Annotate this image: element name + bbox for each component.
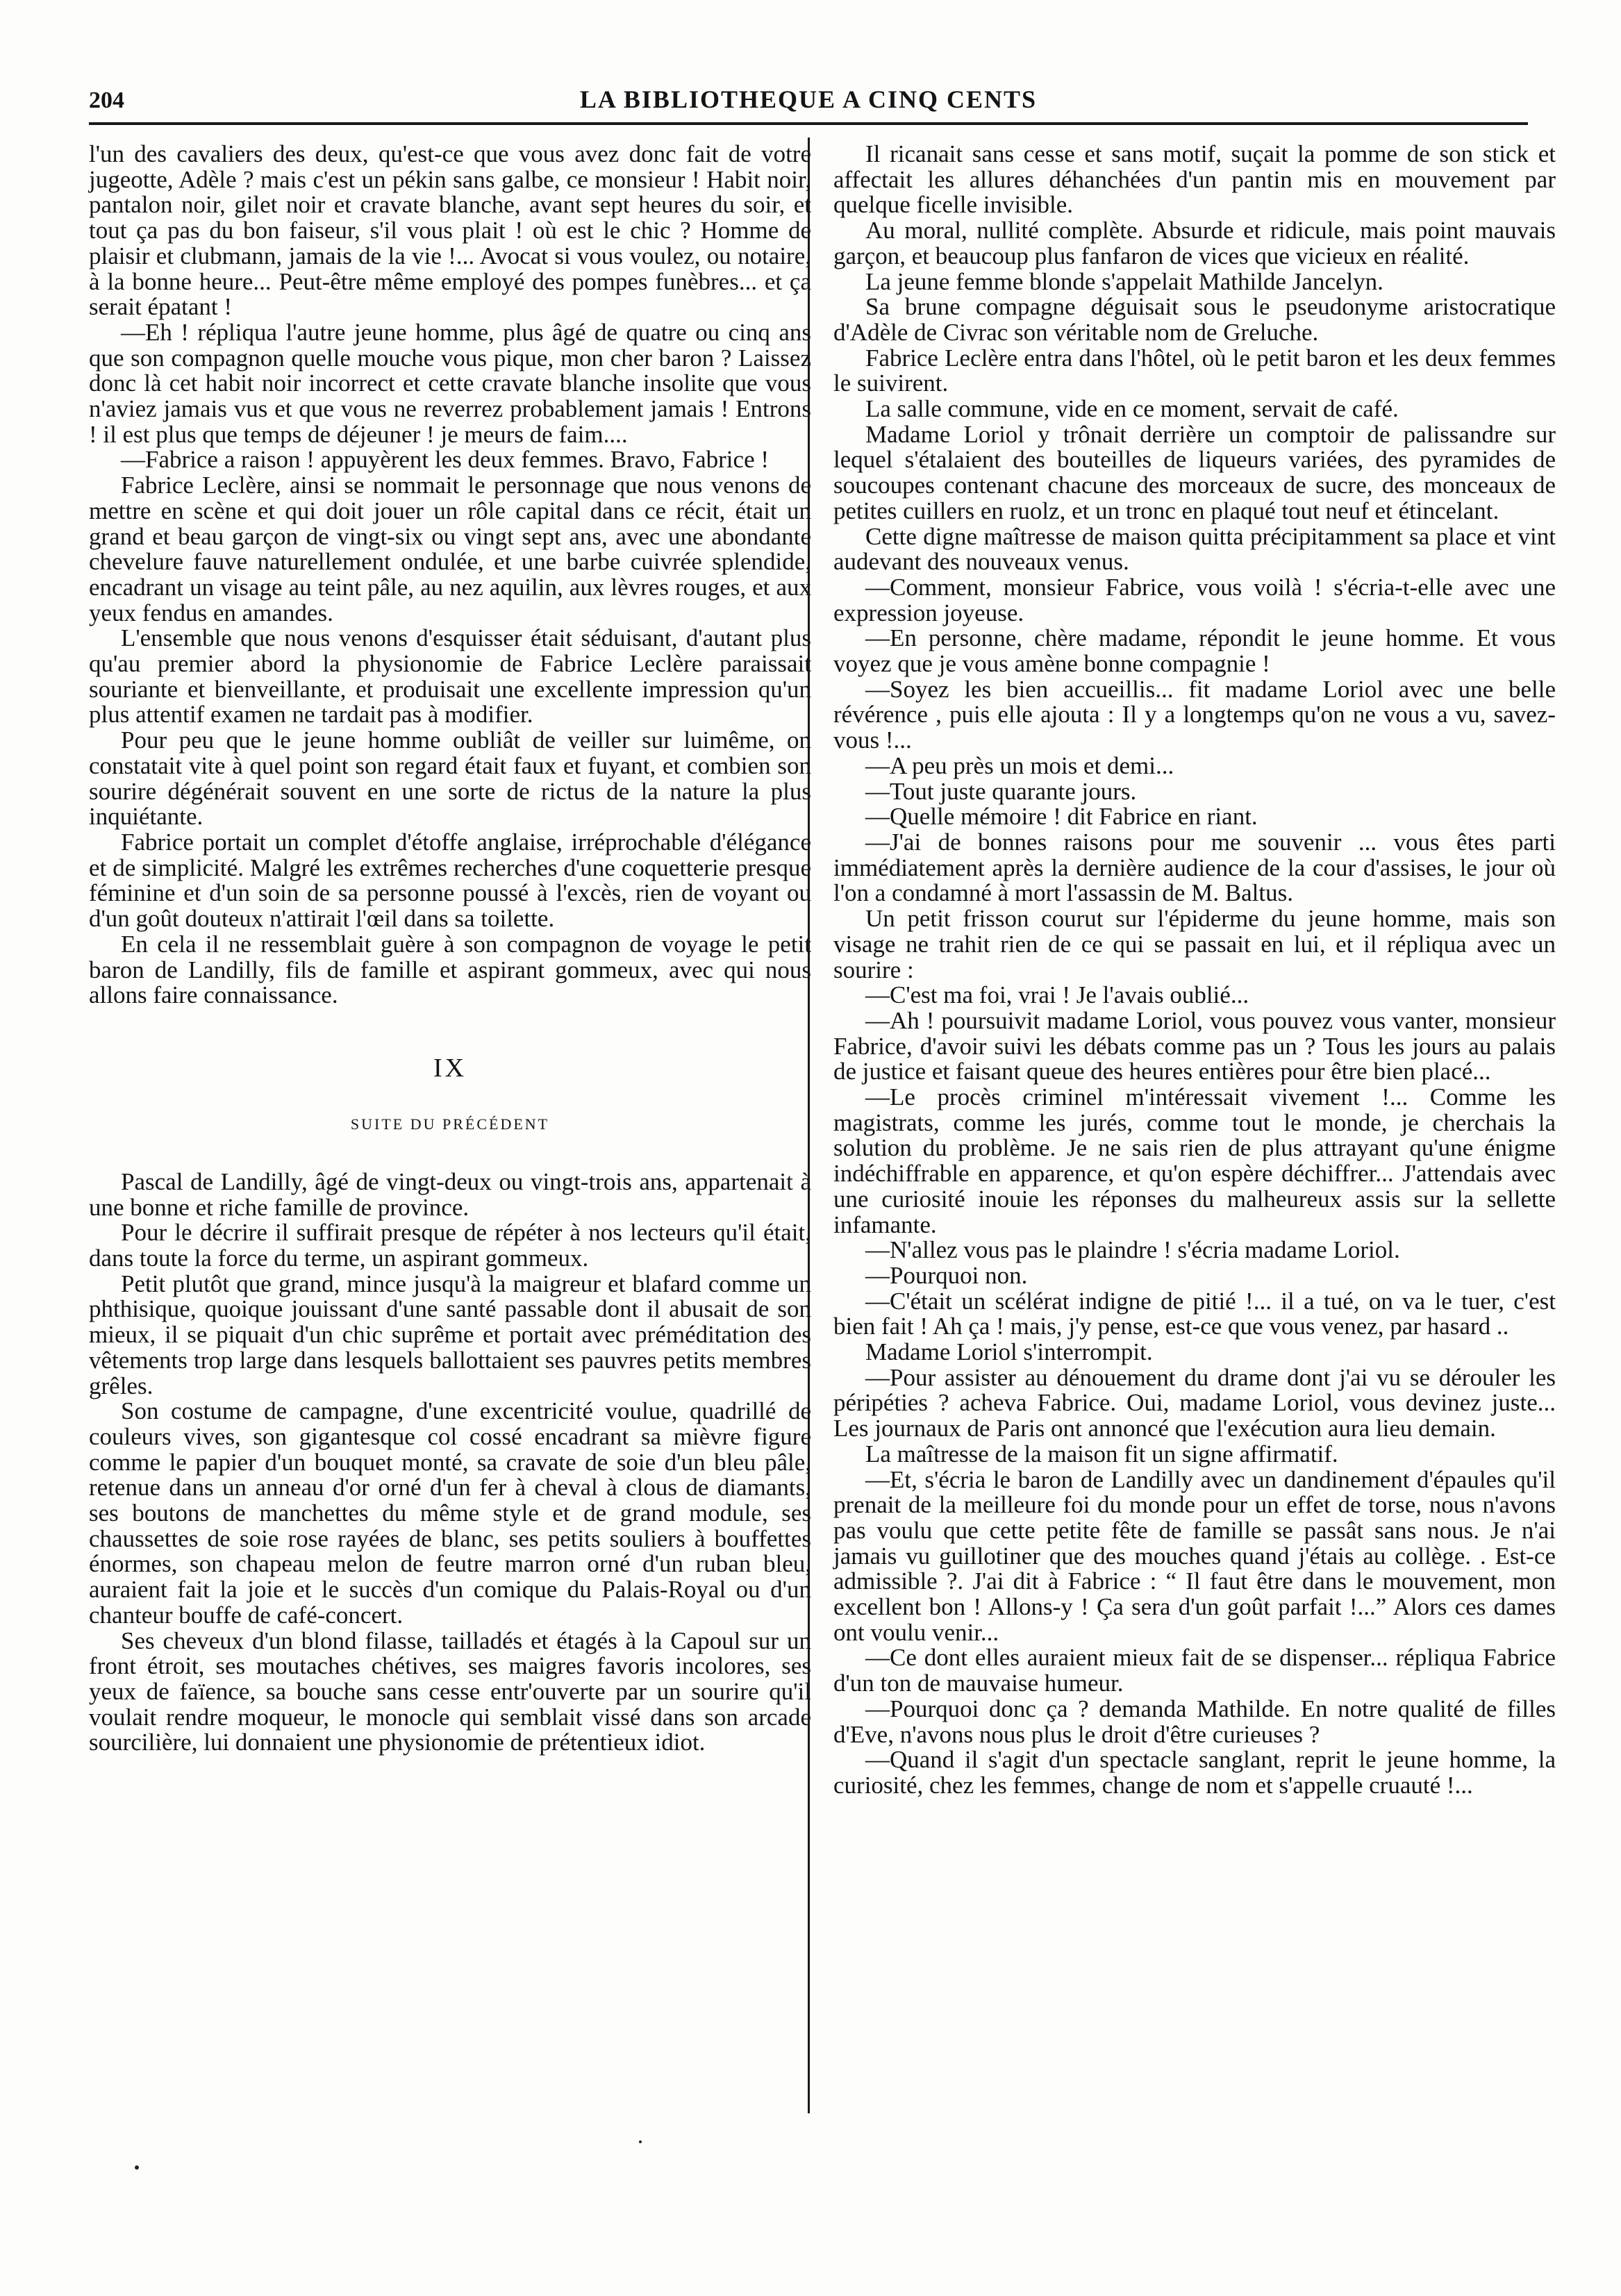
paragraph: —Soyez les bien accueillis... fit madame Loriol avec une belle révérence , puis elle ajouta : Il y a longtemps qu'on ne vous a vu, savez-vous !... [833, 675, 1556, 754]
paragraph: —C'est ma foi, vrai ! Je l'avais oublié... [865, 981, 1249, 1009]
paragraph: Pascal de Landilly, âgé de vingt-deux ou vingt-trois ans, appartenait à une bonne et riche famille de province. [89, 1167, 811, 1221]
paragraph: —A peu près un mois et demi... [865, 751, 1174, 779]
paragraph: —Comment, monsieur Fabrice, vous voilà ! s'écria-t-elle avec une expression joyeuse. [833, 573, 1556, 626]
paragraph: Il ricanait sans cesse et sans motif, suçait la pomme de son stick et affectait les allures déhanchées d'un pantin mis en mouvement par quelque ficelle invisible. [833, 140, 1556, 219]
paragraph: Sa brune compagne déguisait sous le pseudonyme aristocratique d'Adèle de Civrac son véritable nom de Greluche. [833, 293, 1556, 346]
paragraph: —C'était un scélérat indigne de pitié !... il a tué, on va le tuer, c'est bien fait ! Ah ça ! mais, j'y pense, est-ce que vous venez, par hasard .. [833, 1287, 1556, 1340]
paragraph: —Ah ! poursuivit madame Loriol, vous pouvez vous vanter, monsieur Fabrice, d'avoir suivi les débats comme pas un ? Tous les jours au palais de justice et faisant queue des heures entières pour être bien placé... [833, 1006, 1556, 1085]
paragraph: —Tout juste quarante jours. [865, 777, 1137, 805]
page-number: 204 [89, 88, 124, 113]
paragraph: —Et, s'écria le baron de Landilly avec un dandinement d'épaules qu'il prenait de la meilleure foi du monde pour un effet de torse, nous n'avons pas voulu que cette petite fête de famille se passât sans nous. Je n'ai jamais vu guillotiner que des mouches quand j'étais au collège. . Est-ce admissible ?. J'ai dit à Fabrice : “ Il faut être dans le mouvement, mon excellent bon ! Allons-y ! Ça sera d'un goût parfait !...” Alors ces dames ont voulu venir... [833, 1465, 1556, 1646]
right-column [833, 142, 1556, 1799]
paragraph: Au moral, nullité complète. Absurde et ridicule, mais point mauvais garçon, et beaucoup plus fanfaron de vices que vicieux en réalité. [833, 217, 1556, 269]
paragraph: Petit plutôt que grand, mince jusqu'à la maigreur et blafard comme un phthisique, quoique jouissant d'une santé passable dont il abusait de son mieux, il se piquait d'un chic suprême et portait avec préméditation des vêtements trop large dans lesquels ballottaient ses pauvres petits membres grêles. [89, 1270, 811, 1399]
header-rule [89, 122, 1528, 125]
paragraph: —Le procès criminel m'intéressait vivement !... Comme les magistrats, comme les jurés, comme tout le monde, je cherchais la solution du problème. Je ne sais rien de plus attrayant qu'une énigme indéchiffrable en apparence, et qu'on espère déchiffrer... J'attendais avec une curiosité inouie les réponses du malheureux assis sur la sellette infamante. [833, 1083, 1556, 1238]
page-header [89, 85, 1528, 124]
paragraph: —N'allez vous pas le plaindre ! s'écria madame Loriol. [865, 1236, 1400, 1264]
paragraph: Fabrice Leclère, ainsi se nommait le personnage que nous venons de mettre en scène et qui doit jouer un rôle capital dans ce récit, était un grand et beau garçon de vingt-six ou vingt sept ans, avec une abondante chevelure fauve naturellement ondulée, et une barbe cuivrée splendide, encadrant un visage au teint pâle, au nez aquilin, aux lèvres rouges, et aux yeux fendus en amandes. [89, 472, 811, 626]
paragraph: —J'ai de bonnes raisons pour me souvenir ... vous êtes parti immédiatement après la dernière audience de la cour d'assises, le jour où l'on a condamné à mort l'assassin de M. Baltus. [833, 828, 1556, 907]
paragraph: —Quelle mémoire ! dit Fabrice en riant. [865, 803, 1258, 831]
paragraph: La maîtresse de la maison fit un signe affirmatif. [865, 1440, 1338, 1467]
paragraph: —Eh ! répliqua l'autre jeune homme, plus âgé de quatre ou cinq ans que son compagnon quelle mouche vous pique, mon cher baron ? Laissez donc là cet habit noir incorrect et cette cravate blanche insolite que vous n'aviez jamais vus et que vous ne reverrez probablement jamais ! Entrons ! il est plus que temps de déjeuner ! je meurs de faim.... [89, 318, 811, 448]
paragraph: Fabrice Leclère entra dans l'hôtel, où le petit baron et les deux femmes le suivirent. [833, 344, 1556, 397]
chapter-subtitle: SUITE DU PRÉCÉDENT [350, 1115, 550, 1133]
paragraph: En cela il ne ressemblait guère à son compagnon de voyage le petit baron de Landilly, fils de famille et aspirant gommeux, avec qui nous allons faire connaissance. [89, 930, 811, 1009]
chapter-number: IX [433, 1053, 467, 1083]
paragraph: Cette digne maîtresse de maison quitta précipitamment sa place et vint audevant des nouveaux venus. [833, 522, 1556, 576]
ink-speck [135, 2165, 139, 2170]
paragraph: —En personne, chère madame, répondit le jeune homme. Et vous voyez que je vous amène bonne compagnie ! [833, 624, 1556, 678]
paragraph: L'ensemble que nous venons d'esquisser était séduisant, d'autant plus qu'au premier abord la physionomie de Fabrice Leclère paraissait souriante et bienveillante, et produisait une excellente impression qu'un plus attentif examen ne tardait pas à modifier. [89, 624, 811, 729]
paragraph: Fabrice portait un complet d'étoffe anglaise, irréprochable d'élégance et de simplicité. Malgré les extrêmes recherches d'une coquetterie presque féminine et d'un soin de sa personne poussé à l'excès, rien de voyant ou d'un goût douteux n'attirait l'œil dans sa toilette. [89, 828, 811, 933]
paragraph: Pour peu que le jeune homme oubliât de veiller sur luimême, on constatait vite à quel point son regard était faux et fuyant, et combien son sourire dégénérait souvent en une sorte de rictus de la nature la plus inquiétante. [89, 726, 811, 831]
paragraph: La jeune femme blonde s'appelait Mathilde Jancelyn. [865, 267, 1383, 295]
paragraph: Un petit frisson courut sur l'épiderme du jeune homme, mais son visage ne trahit rien de ce qui se passait en lui, et il répliqua avec un sourire : [833, 905, 1556, 983]
paragraph: Madame Loriol y trônait derrière un comptoir de palissandre sur lequel s'étalaient des bouteilles de liqueurs variées, des pyramides de soucoupes contenant chacune des morceaux de sucre, des monceaux de petites cuillers en ruolz, et un tronc en plaqué tout neuf et étincelant. [833, 420, 1556, 524]
paragraph: —Pourquoi donc ça ? demanda Mathilde. En notre qualité de filles d'Eve, n'avons nous plus le droit d'être curieuses ? [833, 1695, 1556, 1748]
paragraph: l'un des cavaliers des deux, qu'est-ce que vous avez donc fait de votre jugeotte, Adèle ? mais c'est un pékin sans galbe, ce monsieur ! Habit noir, pantalon noir, gilet noir et cravate blanche, avant sept heures du soir, et tout ça pas du bon faiseur, s'il vous plait ! où est le chic ? Homme de plaisir et clubmann, jamais de la vie !... Avocat si vous voulez, ou notaire, à la bonne heure... Peut-être même employé des pompes funèbres... et ça serait épatant ! [89, 140, 811, 321]
paragraph: —Pour assister au dénouement du drame dont j'ai vu se dérouler les péripéties ? acheva Fabrice. Oui, madame Loriol, vous devinez juste... Les journaux de Paris ont annoncé que l'exécution aura lieu demain. [833, 1363, 1556, 1442]
ink-speck [639, 2140, 642, 2143]
paragraph: La salle commune, vide en ce moment, servait de café. [865, 395, 1399, 423]
paragraph: —Pourquoi non. [865, 1261, 1028, 1289]
paragraph: Ses cheveux d'un blond filasse, tailladés et étagés à la Capoul sur un front étroit, ses moutaches chétives, ses maigres favoris incolores, ses yeux de faïence, sa bouche sans cesse entr'ouverte par un sourire qu'il voulait rendre moqueur, le monocle qui semblait vissé dans son arcade sourcilière, lui donnaient une physionomie de prétentieux idiot. [89, 1627, 811, 1756]
running-title: LA BIBLIOTHEQUE A CINQ CENTS [579, 85, 1038, 113]
paragraph: Madame Loriol s'interrompit. [865, 1338, 1153, 1366]
paragraph: —Quand il s'agit d'un spectacle sanglant, reprit le jeune homme, la curiosité, chez les femmes, change de nom et s'appelle cruauté !... [833, 1746, 1556, 1799]
paragraph: —Ce dont elles auraient mieux fait de se dispenser... répliqua Fabrice d'un ton de mauvaise humeur. [833, 1644, 1556, 1697]
paragraph: —Fabrice a raison ! appuyèrent les deux femmes. Bravo, Fabrice ! [121, 446, 770, 474]
left-column [89, 142, 811, 1756]
paragraph: Pour le décrire il suffirait presque de répéter à nos lecteurs qu'il était, dans toute la force du terme, un aspirant gommeux. [89, 1219, 811, 1272]
paragraph: Son costume de campagne, d'une excentricité voulue, quadrillé de couleurs vives, son gigantesque col cossé encadrant sa mièvre figure comme le papier d'un bouquet monté, sa cravate de soie d'un bleu pâle, retenue dans un anneau d'or orné d'un fer à cheval à clous de diamants, ses boutons de manchettes du même style et de grand module, ses chaussettes de soie rose rayées de blanc, ses petits souliers à bouffettes énormes, son chapeau melon de feutre marron orné d'un ruban bleu, auraient fait la joie et le succès d'un comique du Palais-Royal ou d'un chanteur bouffe de café-concert. [89, 1397, 811, 1629]
